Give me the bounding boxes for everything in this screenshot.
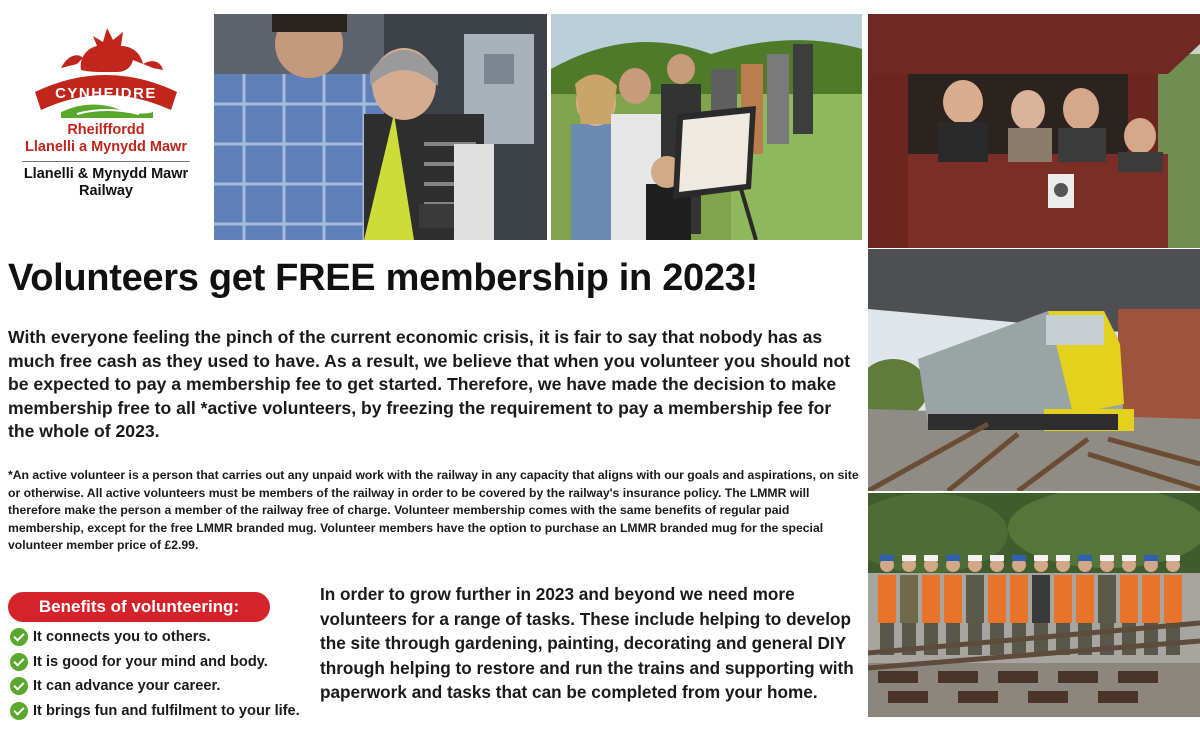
benefit-item bbox=[10, 650, 310, 675]
visitors-reading-display-photo bbox=[214, 14, 547, 240]
logo-divider bbox=[22, 161, 190, 162]
check-circle-icon bbox=[10, 702, 28, 720]
benefit-item bbox=[10, 699, 310, 724]
check-circle-icon bbox=[10, 653, 28, 671]
benefit-item-text: It connects you to others. bbox=[33, 629, 211, 646]
benefit-item bbox=[10, 625, 310, 650]
railway-logo bbox=[8, 18, 204, 218]
page-headline: Volunteers get FREE membership in 2023! bbox=[8, 257, 758, 299]
benefit-item-text: It brings fun and fulfilment to your life. bbox=[33, 702, 300, 719]
logo-welsh-name-line1: Rheilffordd bbox=[67, 122, 145, 138]
benefits-heading: Benefits of volunteering: bbox=[8, 592, 270, 622]
logo-banner-text: CYNHEIDRE bbox=[55, 85, 157, 102]
check-circle-icon bbox=[10, 628, 28, 646]
benefit-item bbox=[10, 674, 310, 699]
check-circle-icon bbox=[10, 677, 28, 695]
volunteer-tasks-paragraph: In order to grow further in 2023 and beyond we need more volunteers for a range of tasks. These include helping to develop the site through gardening, painting, decorating and general DIY through helping to restore and run the trains and supporting with paperwork and tasks that can be completed from your home. bbox=[320, 584, 854, 702]
benefits-list bbox=[10, 625, 310, 723]
passengers-in-brake-van-photo bbox=[868, 14, 1200, 248]
logo-english-name-line2: Railway bbox=[79, 183, 133, 199]
intro-paragraph: With everyone feeling the pinch of the current economic crisis, it is fair to say that nobody has as much free cash as they used to have. As a result, we believe that when you volunteer you should not be expected to pay a membership fee to get started. Therefore, we have made the decision to make membership free to all *active volunteers, by freezing the requirement to pay a membership fee for the whole of 2023. bbox=[8, 327, 851, 441]
benefit-item-text: It can advance your career. bbox=[33, 678, 221, 695]
benefit-item-text: It is good for your mind and body. bbox=[33, 653, 268, 670]
logo-welsh-name-line2: Llanelli a Mynydd Mawr bbox=[25, 139, 187, 155]
dragon-emblem-icon bbox=[21, 18, 191, 120]
group-at-info-board-photo bbox=[551, 14, 862, 240]
logo-english-name-line1: Llanelli & Mynydd Mawr bbox=[23, 166, 189, 182]
volunteer-work-team-photo bbox=[868, 493, 1200, 717]
electro-diesel-locomotive-photo bbox=[868, 249, 1200, 491]
active-volunteer-footnote: *An active volunteer is a person that carries out any unpaid work with the railway in any capacity that aligns with our goals and aspirations, on site or otherwise. All active volunteers must be members of the railway in order to be covered by the railway's insurance policy. The LMMR will therefore make the person a member of the railway free of charge. Volunteer membership comes with the same benefits of regular paid membership, except for the free LMMR branded mug. Volunteer members have the option to purchase an LMMR branded mug for the special volunteer member price of £2.99. bbox=[8, 468, 859, 552]
